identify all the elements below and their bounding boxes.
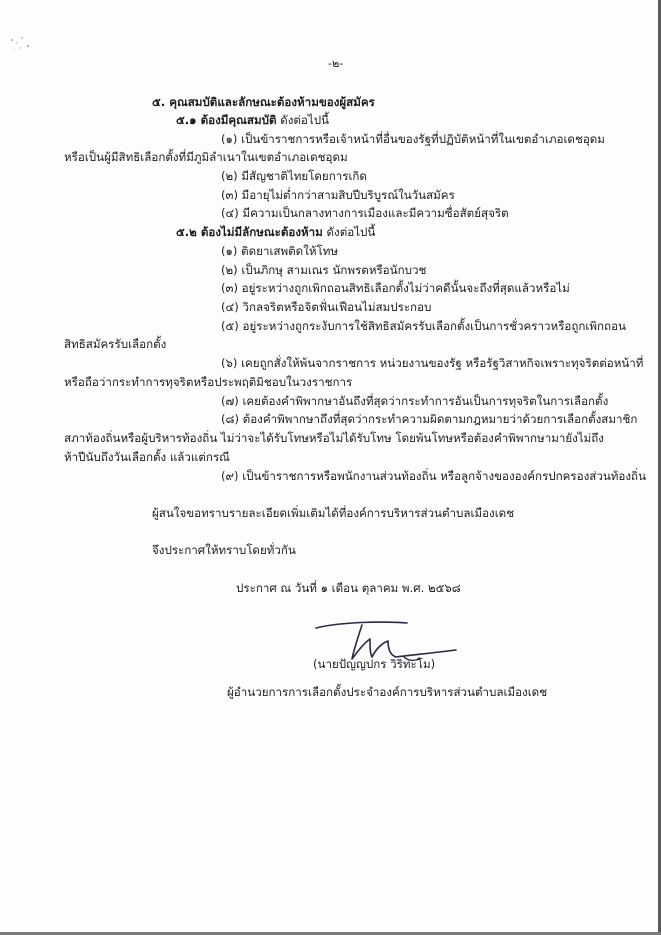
qualification-1-line2: หรือเป็นผู้มีสิทธิเลือกตั้งที่มีภูมิลำเนาในเขตอำเภอเดชอุดม (64, 150, 348, 164)
announcement-date: ประกาศ ณ วันที่ ๑ เดือน ตุลาคม พ.ศ. ๒๕๖๘ (236, 581, 461, 595)
subsection-1-heading-rest: ดังต่อไปนี้ (276, 113, 329, 127)
prohibition-3: (๓) อยู่ระหว่างถูกเพิกถอนสิทธิเลือกตั้งไม่ว่าคดีนั้นจะถึงที่สุดแล้วหรือไม่ (221, 281, 570, 295)
qualification-4: (๔) มีความเป็นกลางทางการเมืองและมีความซื่อสัตย์สุจริต (221, 206, 509, 220)
prohibition-5-line1: (๕) อยู่ระหว่างถูกระงับการใช้สิทธิสมัครรับเลือกตั้งเป็นการชั่วคราวหรือถูกเพิกถอน (221, 319, 626, 333)
qualification-3: (๓) มีอายุไม่ต่ำกว่าสามสิบปีบริบูรณ์ในวันสมัคร (221, 188, 455, 202)
section-heading: ๕. คุณสมบัติและลักษณะต้องห้ามของผู้สมัคร (152, 95, 375, 109)
prohibition-8-line2: สภาท้องถิ่นหรือผู้บริหารท้องถิ่น ไม่ว่าจะได้รับโทษหรือไม่ได้รับโทษ โดยพ้นโทษหรือต้องคำพิพากษามายังไม่ถึง (64, 431, 604, 445)
subsection-2-heading-bold: ๕.๒ ต้องไม่มีลักษณะต้องห้าม (176, 225, 323, 239)
prohibition-8-line1: (๘) ต้องคำพิพากษาถึงที่สุดว่ากระทำความผิดตามกฎหมายว่าด้วยการเลือกตั้งสมาชิก (221, 412, 638, 426)
prohibition-8-line3: ห้าปีนับถึงวันเลือกตั้ง แล้วแต่กรณี (64, 450, 230, 464)
scan-specks (8, 34, 38, 56)
prohibition-6-line2: หรือถือว่ากระทำการทุจริตหรือประพฤติมิชอบในวงราชการ (64, 375, 353, 389)
subsection-2-heading (176, 224, 375, 240)
subsection-2-heading-rest: ดังต่อไปนี้ (322, 225, 376, 239)
contact-note: ผู้สนใจขอทราบรายละเอียดเพิ่มเติมได้ที่องค์การบริหารส่วนตำบลเมืองเดช (152, 506, 515, 520)
subsection-1-heading (176, 112, 329, 128)
qualification-2: (๒) มีสัญชาติไทยโดยการเกิด (221, 169, 367, 183)
prohibition-5-line2: สิทธิสมัครรับเลือกตั้ง (64, 337, 167, 351)
signer-name: (นายปัญญปกร วิริทะโม) (313, 657, 436, 671)
signer-title: ผู้อำนวยการการเลือกตั้งประจำองค์การบริหารส่วนตำบลเมืองเดช (227, 685, 548, 699)
prohibition-4: (๔) วิกลจริตหรือจิตฟั่นเฟือนไม่สมประกอบ (221, 300, 432, 314)
page-number: -๒- (328, 57, 344, 70)
prohibition-2: (๒) เป็นภิกษุ สามเณร นักพรตหรือนักบวช (221, 263, 427, 277)
prohibition-7: (๗) เคยต้องคำพิพากษาอันถึงที่สุดว่ากระทำการอันเป็นการทุจริตในการเลือกตั้ง (221, 394, 609, 408)
announce-note: จึงประกาศให้ทราบโดยทั่วกัน (152, 543, 296, 557)
prohibition-1: (๑) ติดยาเสพติดให้โทษ (221, 244, 339, 258)
qualification-1-line1: (๑) เป็นข้าราชการหรือเจ้าหน้าที่อื่นของรัฐที่ปฏิบัติหน้าที่ในเขตอำเภอเดชอุดม (221, 132, 605, 146)
subsection-1-heading-bold: ๕.๑ ต้องมีคุณสมบัติ (176, 113, 277, 127)
prohibition-9: (๙) เป็นข้าราชการหรือพนักงานส่วนท้องถิ่น หรือลูกจ้างขององค์กรปกครองส่วนท้องถิ่น (221, 469, 647, 483)
prohibition-6-line1: (๖) เคยถูกสั่งให้พ้นจากราชการ หน่วยงานของรัฐ หรือรัฐวิสาหกิจเพราะทุจริตต่อหน้าที่ (221, 356, 644, 370)
